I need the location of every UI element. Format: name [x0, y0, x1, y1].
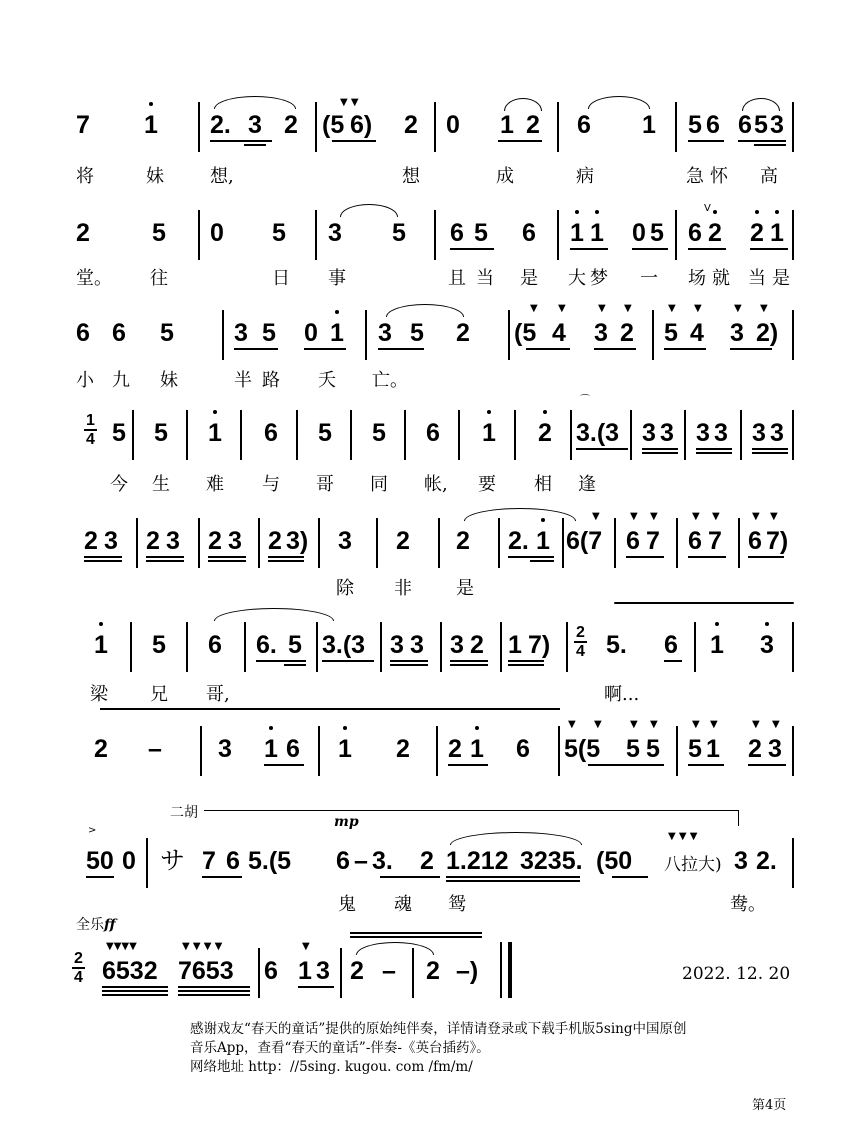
- note: 6: [516, 735, 530, 763]
- lyric: 病: [576, 166, 594, 187]
- note: 1: [330, 319, 344, 347]
- note: 3: [752, 419, 766, 447]
- lyric: 一: [640, 268, 658, 289]
- lyric: 急: [686, 166, 704, 187]
- note: 5: [288, 631, 302, 659]
- note: 5: [754, 111, 768, 139]
- lyric: 逢: [578, 474, 596, 495]
- note: 3.: [372, 847, 393, 875]
- section-label: 全乐ff: [76, 917, 116, 933]
- note: 5: [372, 419, 386, 447]
- note: 5: [160, 319, 174, 347]
- note: 2: [456, 319, 470, 347]
- note: 0: [632, 219, 646, 247]
- note: 6: [264, 957, 278, 985]
- lyric: 小: [76, 370, 94, 391]
- note: 6: [577, 111, 591, 139]
- note: 5: [152, 631, 166, 659]
- note: 5: [688, 111, 702, 139]
- note: 3): [286, 527, 309, 555]
- note: 5: [392, 219, 406, 247]
- note: 5: [152, 219, 166, 247]
- note: 50: [86, 847, 114, 875]
- time-signature: 2 4: [74, 950, 83, 986]
- lyric: 兄: [150, 684, 168, 705]
- note: –: [148, 735, 162, 763]
- note: 6: [706, 111, 720, 139]
- lyric: 想: [402, 166, 420, 187]
- note: 2: [448, 735, 462, 763]
- note: 1: [264, 735, 278, 763]
- note: 1: [710, 631, 724, 659]
- note: 3: [696, 419, 710, 447]
- note: 2.: [756, 847, 777, 875]
- lyric: 梁: [90, 684, 108, 705]
- lyric: 非: [394, 578, 412, 599]
- lyric: 是: [772, 268, 790, 289]
- note: 6: [208, 631, 222, 659]
- note: 6: [336, 847, 350, 875]
- note: 1: [144, 111, 158, 139]
- note: 5: [262, 319, 276, 347]
- note: 2: [76, 219, 90, 247]
- note: 5(5: [564, 735, 601, 763]
- note: 3235.: [520, 847, 583, 875]
- note: 5: [112, 419, 126, 447]
- note: 5: [272, 219, 286, 247]
- note: 1: [94, 631, 108, 659]
- note: 1: [536, 527, 550, 555]
- note: 3: [228, 527, 242, 555]
- note: サ: [160, 847, 186, 875]
- note: 八拉大): [664, 855, 722, 875]
- note: 1: [570, 219, 584, 247]
- note: 3: [660, 419, 674, 447]
- lyric: 难: [206, 474, 224, 495]
- note: 0: [446, 111, 460, 139]
- lyric: 是: [520, 268, 538, 289]
- lyric: 夭: [318, 370, 336, 391]
- time-signature: 2 4: [576, 624, 585, 660]
- note: 3: [234, 319, 248, 347]
- note: (5: [322, 111, 345, 139]
- note: 2: [426, 957, 440, 985]
- note: 6: [688, 527, 702, 555]
- lyric: 事: [328, 268, 346, 289]
- note: 5: [154, 419, 168, 447]
- note: 5: [410, 319, 424, 347]
- note: 7: [708, 527, 722, 555]
- note: 0: [122, 847, 136, 875]
- lyric: 哥,: [206, 684, 230, 705]
- note: 6.: [256, 631, 277, 659]
- note: 2: [456, 527, 470, 555]
- note: 7: [76, 111, 90, 139]
- lyric: 妹: [160, 370, 178, 391]
- note: –): [456, 957, 479, 985]
- lyric: 当: [748, 268, 766, 289]
- note: 2: [526, 111, 540, 139]
- lyric: 啊...: [604, 684, 640, 705]
- note: 3: [166, 527, 180, 555]
- note: –: [382, 957, 396, 985]
- note: 5: [318, 419, 332, 447]
- lyric: 亡。: [372, 370, 408, 391]
- note: 6: [286, 735, 300, 763]
- note: 3: [378, 319, 392, 347]
- note: 5: [626, 735, 640, 763]
- note: 2: [708, 219, 722, 247]
- note: 1: [298, 957, 312, 985]
- lyric: 当: [476, 268, 494, 289]
- note: 5: [688, 735, 702, 763]
- lyric: 九: [112, 370, 130, 391]
- note: 6(7: [566, 527, 603, 555]
- note: 2: [208, 527, 222, 555]
- lyric: 是: [456, 578, 474, 599]
- note: 2: [396, 735, 410, 763]
- lyric: 想,: [210, 166, 234, 187]
- note: 0: [210, 219, 224, 247]
- note: 6: [626, 527, 640, 555]
- note: –: [354, 847, 368, 875]
- lyric: 大: [568, 268, 586, 289]
- note: 2: [94, 735, 108, 763]
- note: 5: [664, 319, 678, 347]
- lyric: 就: [712, 268, 730, 289]
- note: 2: [268, 527, 282, 555]
- note: 1: [770, 219, 784, 247]
- note: 2): [756, 319, 779, 347]
- note: 3: [316, 957, 330, 985]
- footer-note: 感谢戏友“春天的童话”提供的原始纯伴奏，详情请登录或下载手机版5sing中国原创 音乐App，查看“春天的童话”-伴奏-《英台插药》。 网络地址 http：//5sing. kugou. com /fm/m/: [190, 1021, 687, 1075]
- note: 1: [500, 111, 514, 139]
- note: 1: [482, 419, 496, 447]
- note: 1: [706, 735, 720, 763]
- note: 5.: [606, 631, 627, 659]
- note: 5: [474, 219, 488, 247]
- note: 3: [642, 419, 656, 447]
- lyric: 相: [534, 474, 552, 495]
- page-number: 第4页: [752, 1098, 787, 1113]
- note: 7: [202, 847, 216, 875]
- lyric: 除: [336, 578, 354, 599]
- note: 7653: [178, 957, 234, 985]
- note: 3: [328, 219, 342, 247]
- note: 3.(3: [322, 631, 366, 659]
- lyric: 场: [688, 268, 706, 289]
- lyric: 魂: [394, 894, 412, 915]
- lyric: 鸳: [448, 894, 466, 915]
- note: 6: [112, 319, 126, 347]
- note: 6: [226, 847, 240, 875]
- note: 2: [620, 319, 634, 347]
- note: (50: [596, 847, 633, 875]
- note: 3: [390, 631, 404, 659]
- lyric: 成: [496, 166, 514, 187]
- lyric: 且: [448, 268, 466, 289]
- note: 6: [450, 219, 464, 247]
- note: 2: [538, 419, 552, 447]
- note: 1.212: [446, 847, 509, 875]
- note: 3: [594, 319, 608, 347]
- lyric: 鸯。: [730, 894, 766, 915]
- note: 6: [76, 319, 90, 347]
- note: 6: [688, 219, 702, 247]
- note: 4: [690, 319, 704, 347]
- lyric: 日: [272, 268, 290, 289]
- time-signature: 1 4: [86, 412, 95, 448]
- note: 1: [590, 219, 604, 247]
- note: 3: [770, 111, 784, 139]
- note: 4: [552, 319, 566, 347]
- note: 3: [218, 735, 232, 763]
- note: 3: [714, 419, 728, 447]
- note: 2: [396, 527, 410, 555]
- note: 6532: [102, 957, 158, 985]
- lyric: 帐,: [424, 474, 448, 495]
- note: 1: [508, 631, 522, 659]
- lyric: 鬼: [338, 894, 356, 915]
- note: 2: [350, 957, 364, 985]
- lyric: 往: [150, 268, 168, 289]
- dynamic-mark: mp: [334, 814, 359, 830]
- note: 3: [104, 527, 118, 555]
- lyric: 与: [262, 474, 280, 495]
- note: 3: [770, 419, 784, 447]
- note: 2: [146, 527, 160, 555]
- lyric: 路: [262, 370, 280, 391]
- note: 7): [528, 631, 551, 659]
- note: 3: [410, 631, 424, 659]
- note: 3.(3: [576, 419, 620, 447]
- note: 7: [646, 527, 660, 555]
- lyric: 将: [76, 166, 94, 187]
- lyric: 堂。: [76, 268, 112, 289]
- note: 3: [450, 631, 464, 659]
- note: 3: [768, 735, 782, 763]
- note: 1: [338, 735, 352, 763]
- note: 6: [264, 419, 278, 447]
- note: 3: [248, 111, 262, 139]
- note: 2: [750, 219, 764, 247]
- note: 2.: [210, 111, 231, 139]
- note: 6: [664, 631, 678, 659]
- note: 2: [84, 527, 98, 555]
- lyric: 今: [110, 474, 128, 495]
- note: 7): [766, 527, 789, 555]
- note: 2.: [508, 527, 529, 555]
- note: 5: [646, 735, 660, 763]
- lyric: 梦: [590, 268, 608, 289]
- note: 6: [522, 219, 536, 247]
- date: 2022. 12. 20: [682, 964, 791, 984]
- lyric: 哥: [316, 474, 334, 495]
- lyric: 要: [478, 474, 496, 495]
- lyric: 半: [234, 370, 252, 391]
- note: 1: [470, 735, 484, 763]
- note: 2: [470, 631, 484, 659]
- note: 5.(5: [248, 847, 292, 875]
- note: 5: [650, 219, 664, 247]
- lyric: 同: [370, 474, 388, 495]
- lyric: 生: [152, 474, 170, 495]
- note: 6: [426, 419, 440, 447]
- instrument-label: 二胡: [170, 805, 198, 821]
- note: 2: [748, 735, 762, 763]
- note: 2: [404, 111, 418, 139]
- note: 3: [338, 527, 352, 555]
- note: 6): [350, 111, 373, 139]
- lyric: 妹: [146, 166, 164, 187]
- note: 0: [304, 319, 318, 347]
- lyric: 高: [760, 166, 778, 187]
- note: 3: [734, 847, 748, 875]
- note: 3: [730, 319, 744, 347]
- note: 3: [760, 631, 774, 659]
- note: 2: [284, 111, 298, 139]
- lyric: 怀: [710, 166, 728, 187]
- note: (5: [514, 319, 537, 347]
- note: 1: [208, 419, 222, 447]
- note: 6: [738, 111, 752, 139]
- note: 6: [748, 527, 762, 555]
- note: 1: [642, 111, 656, 139]
- note: 2: [420, 847, 434, 875]
